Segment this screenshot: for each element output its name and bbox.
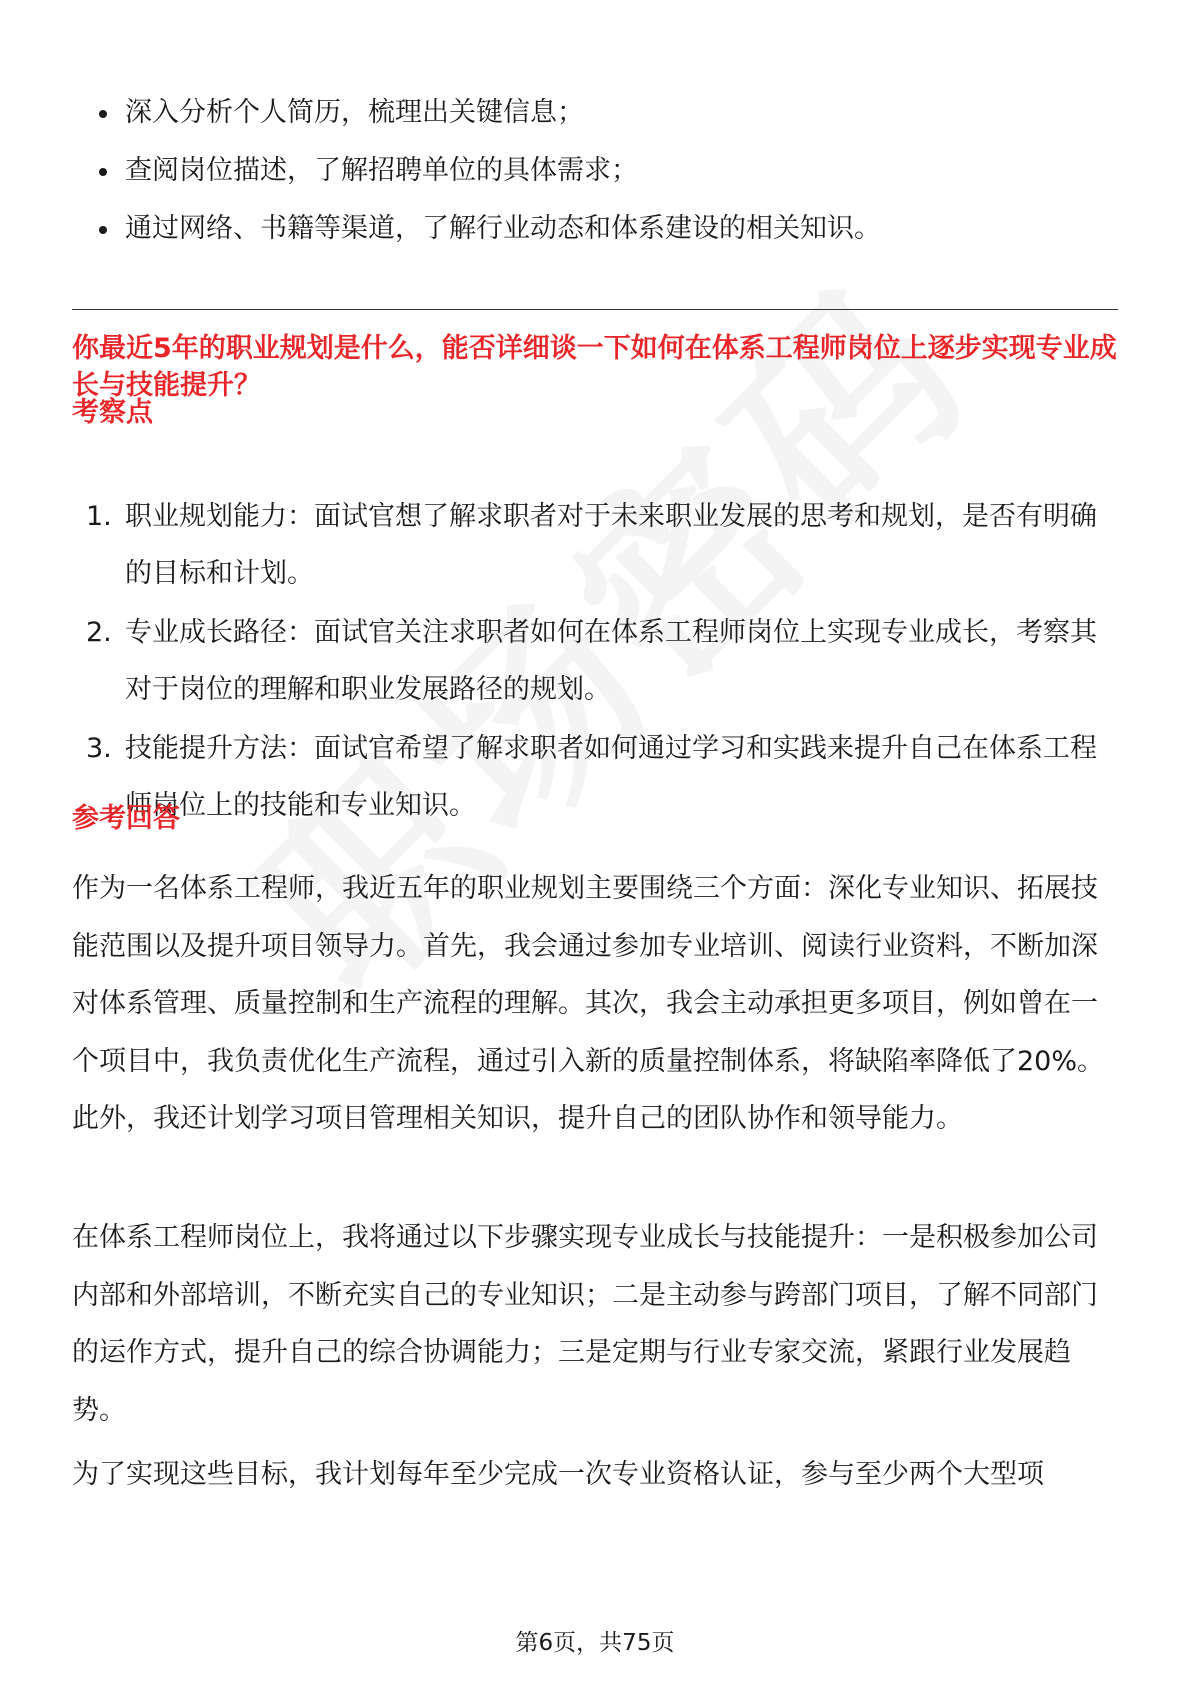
- answer-paragraph: 在体系工程师岗位上，我将通过以下步骤实现专业成长与技能提升：一是积极参加公司内部和外部培训，不断充实自己的专业知识；二是主动参与跨部门项目，了解不同部门的运作方式，提升自己的综合协调能力；三是定期与行业专家交流，紧跟行业发展趋势。: [72, 1222, 1098, 1426]
- list-item: [72, 142, 881, 200]
- bullet-text: 通过网络、书籍等渠道，了解行业动态和体系建设的相关知识。: [125, 213, 881, 244]
- bullet-dot-icon: [99, 226, 107, 234]
- assessment-list: [72, 488, 1118, 836]
- item-number: 3.: [86, 733, 112, 764]
- answer-paragraph: 为了实现这些目标，我计划每年至少完成一次专业资格认证，参与至少两个大型项: [72, 1459, 1044, 1490]
- assessment-title: 考察点: [72, 397, 153, 428]
- bullet-dot-icon: [99, 168, 107, 176]
- page-number: 第6页，共75页: [515, 1630, 675, 1656]
- section-divider: [72, 309, 1118, 310]
- reference-title: 参考回答: [72, 803, 180, 834]
- list-item: [72, 604, 1118, 718]
- item-number: 1.: [86, 501, 112, 532]
- question-heading: 你最近5年的职业规划是什么，能否详细谈一下如何在体系工程师岗位上逐步实现专业成长与技能提升？: [72, 333, 1117, 401]
- item-text: 技能提升方法：面试官希望了解求职者如何通过学习和实践来提升自己在体系工程师岗位上的技能和专业知识。: [125, 733, 1097, 821]
- prep-bullet-list: [72, 84, 881, 258]
- list-item: [72, 84, 881, 142]
- bullet-text: 深入分析个人简历，梳理出关键信息；: [125, 97, 584, 128]
- item-number: 2.: [86, 617, 112, 648]
- list-item: [72, 200, 881, 258]
- answer-paragraph: 作为一名体系工程师，我近五年的职业规划主要围绕三个方面：深化专业知识、拓展技能范围以及提升项目领导力。首先，我会通过参加专业培训、阅读行业资料，不断加深对体系管理、质量控制和生产流程的理解。其次，我会主动承担更多项目，例如曾在一个项目中，我负责优化生产流程，通过引入新的质量控制体系，将缺陷率降低了20%。此外，我还计划学习项目管理相关知识，提升自己的团队协作和领导能力。: [72, 873, 1105, 1134]
- list-item: [72, 488, 1118, 602]
- bullet-dot-icon: [99, 110, 107, 118]
- list-item: [72, 720, 1118, 834]
- item-text: 职业规划能力：面试官想了解求职者对于未来职业发展的思考和规划，是否有明确的目标和计划。: [125, 501, 1097, 589]
- bullet-text: 查阅岗位描述，了解招聘单位的具体需求；: [125, 155, 638, 186]
- item-text: 专业成长路径：面试官关注求职者如何在体系工程师岗位上实现专业成长，考察其对于岗位的理解和职业发展路径的规划。: [125, 617, 1097, 705]
